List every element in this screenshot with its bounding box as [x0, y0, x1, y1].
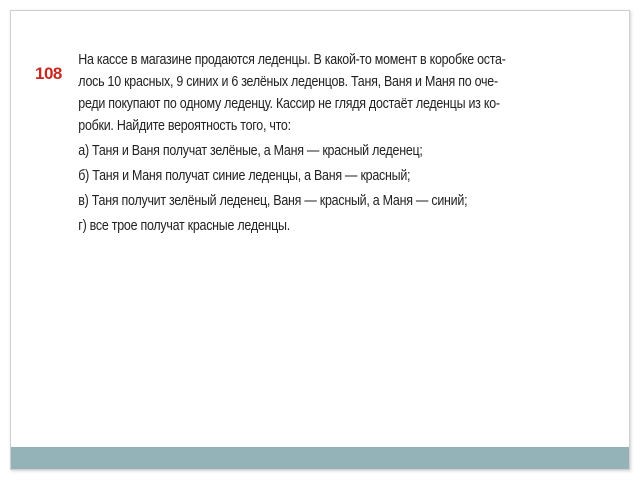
footer-bar: [11, 447, 629, 469]
problem-number: 108: [35, 64, 62, 83]
statement-line: робки. Найдите вероятность того, что:: [78, 118, 291, 134]
statement-line: лось 10 красных, 9 синих и 6 зелёных леденцов. Таня, Ваня и Маня по оче-: [78, 74, 498, 90]
problem-item-a: а) Таня и Ваня получат зелёные, а Маня — красный леденец;: [78, 143, 423, 159]
statement-line: На кассе в магазине продаются леденцы. В какой-то момент в коробке оста-: [78, 52, 506, 68]
problem-item-b: б) Таня и Маня получат синие леденцы, а Ваня — красный;: [78, 168, 411, 184]
statement-line: реди покупают по одному леденцу. Кассир не глядя достаёт леденцы из ко-: [78, 96, 500, 112]
problem-block: [37, 49, 597, 237]
problem-statement: [37, 49, 597, 137]
slide: [10, 10, 630, 470]
problem-item-c: в) Таня получит зелёный леденец, Ваня — красный, а Маня — синий;: [78, 193, 468, 209]
problem-item-d: г) все трое получат красные леденцы.: [78, 218, 290, 234]
problem-items: [37, 140, 597, 237]
